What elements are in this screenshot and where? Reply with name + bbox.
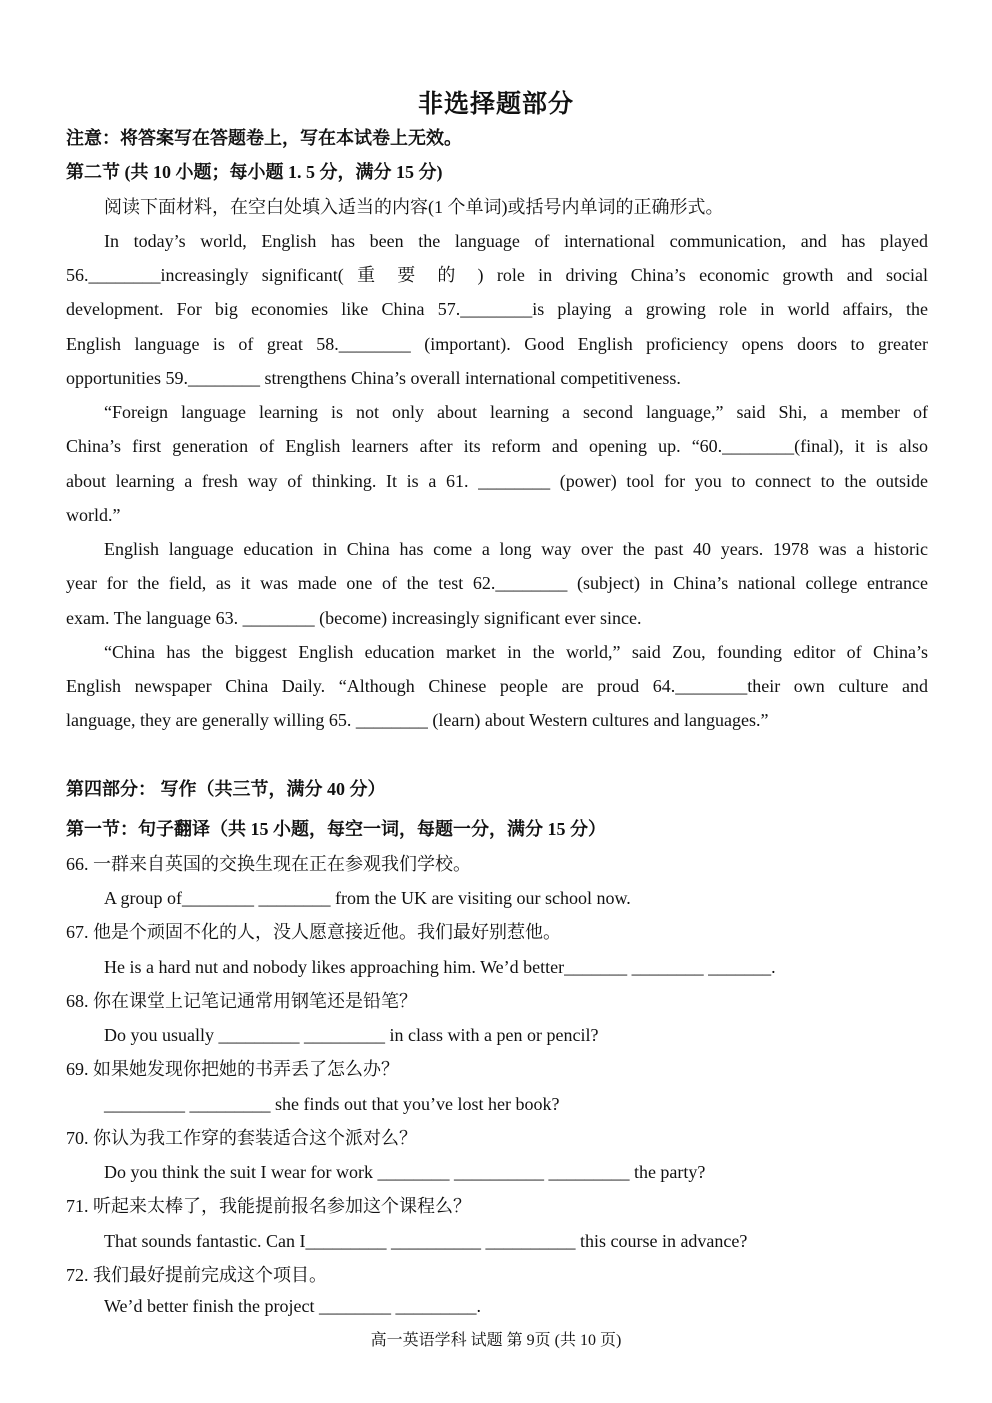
section2-heading: 第二节 (共 10 小题；每小题 1. 5 分，满分 15 分)	[66, 162, 443, 182]
answer-line-72: We’d better finish the project ________ _________.	[104, 1296, 481, 1316]
section2-instruction: 阅读下面材料，在空白处填入适当的内容(1 个单词)或括号内单词的正确形式。	[104, 197, 724, 217]
passage-line: English newspaper China Daily. “Although Chinese people are proud 64.________their own culture and	[66, 676, 928, 696]
passage-line: In today’s world, English has been the language of international communication, and has played	[104, 231, 928, 251]
notice: 注意：将答案写在答题卷上，写在本试卷上无效。	[66, 128, 462, 148]
question-72: 72. 我们最好提前完成这个项目。	[66, 1265, 327, 1285]
question-67: 67. 他是个顽固不化的人，没人愿意接近他。我们最好别惹他。	[66, 922, 561, 942]
part4-heading: 第四部分： 写作（共三节，满分 40 分）	[66, 779, 386, 799]
question-68: 68. 你在课堂上记笔记通常用钢笔还是铅笔？	[66, 991, 417, 1011]
passage-line: 56.________increasingly significant( 重 要 的 ) role in driving China’s economic growth and social	[66, 265, 928, 285]
passage-line: about learning a fresh way of thinking. It is a 61. ________ (power) tool for you to connect to the outside	[66, 471, 928, 491]
passage-line: exam. The language 63. ________ (become) increasingly significant ever since.	[66, 608, 642, 628]
answer-line-71: That sounds fantastic. Can I_________ __________ __________ this course in advance?	[104, 1231, 748, 1251]
passage-line: year for the field, as it was made one of the test 62.________ (subject) in China’s national college entrance	[66, 573, 928, 593]
passage-line: English language is of great 58.________ (important). Good English proficiency opens doors to greater	[66, 334, 928, 354]
passage-line: China’s first generation of English learners after its reform and opening up. “60.________(final), it is also	[66, 436, 928, 456]
question-69: 69. 如果她发现你把她的书弄丢了怎么办？	[66, 1059, 399, 1079]
question-70: 70. 你认为我工作穿的套装适合这个派对么？	[66, 1128, 417, 1148]
answer-line-66: A group of________ ________ from the UK are visiting our school now.	[104, 888, 631, 908]
answer-line-70: Do you think the suit I wear for work ________ __________ _________ the party?	[104, 1162, 706, 1182]
page-footer: 高一英语学科 试题 第 9页 (共 10 页)	[370, 1332, 622, 1349]
passage-line: English language education in China has come a long way over the past 40 years. 1978 was a historic	[104, 539, 928, 559]
question-71: 71. 听起来太棒了，我能提前报名参加这个课程么？	[66, 1196, 471, 1216]
part4-section1-heading: 第一节：句子翻译（共 15 小题，每空一词，每题一分，满分 15 分）	[66, 819, 606, 839]
passage-line: “Foreign language learning is not only about learning a second language,” said Shi, a member of	[104, 402, 928, 422]
passage-line: development. For big economies like China 57.________is playing a growing role in world affairs, the	[66, 299, 928, 319]
page-title: 非选择题部分	[417, 91, 574, 118]
passage-line: language, they are generally willing 65. ________ (learn) about Western cultures and languages.”	[66, 710, 769, 730]
question-66: 66. 一群来自英国的交换生现在正在参观我们学校。	[66, 854, 471, 874]
passage-line: world.”	[66, 505, 121, 525]
answer-line-69: _________ _________ she finds out that you’ve lost her book?	[104, 1094, 560, 1114]
answer-line-67: He is a hard nut and nobody likes approaching him. We’d better_______ ________ _______.	[104, 957, 776, 977]
passage-line: “China has the biggest English education market in the world,” said Zou, founding editor of China’s	[104, 642, 928, 662]
passage-line: opportunities 59.________ strengthens China’s overall international competitiveness.	[66, 368, 681, 388]
answer-line-68: Do you usually _________ _________ in class with a pen or pencil?	[104, 1025, 599, 1045]
